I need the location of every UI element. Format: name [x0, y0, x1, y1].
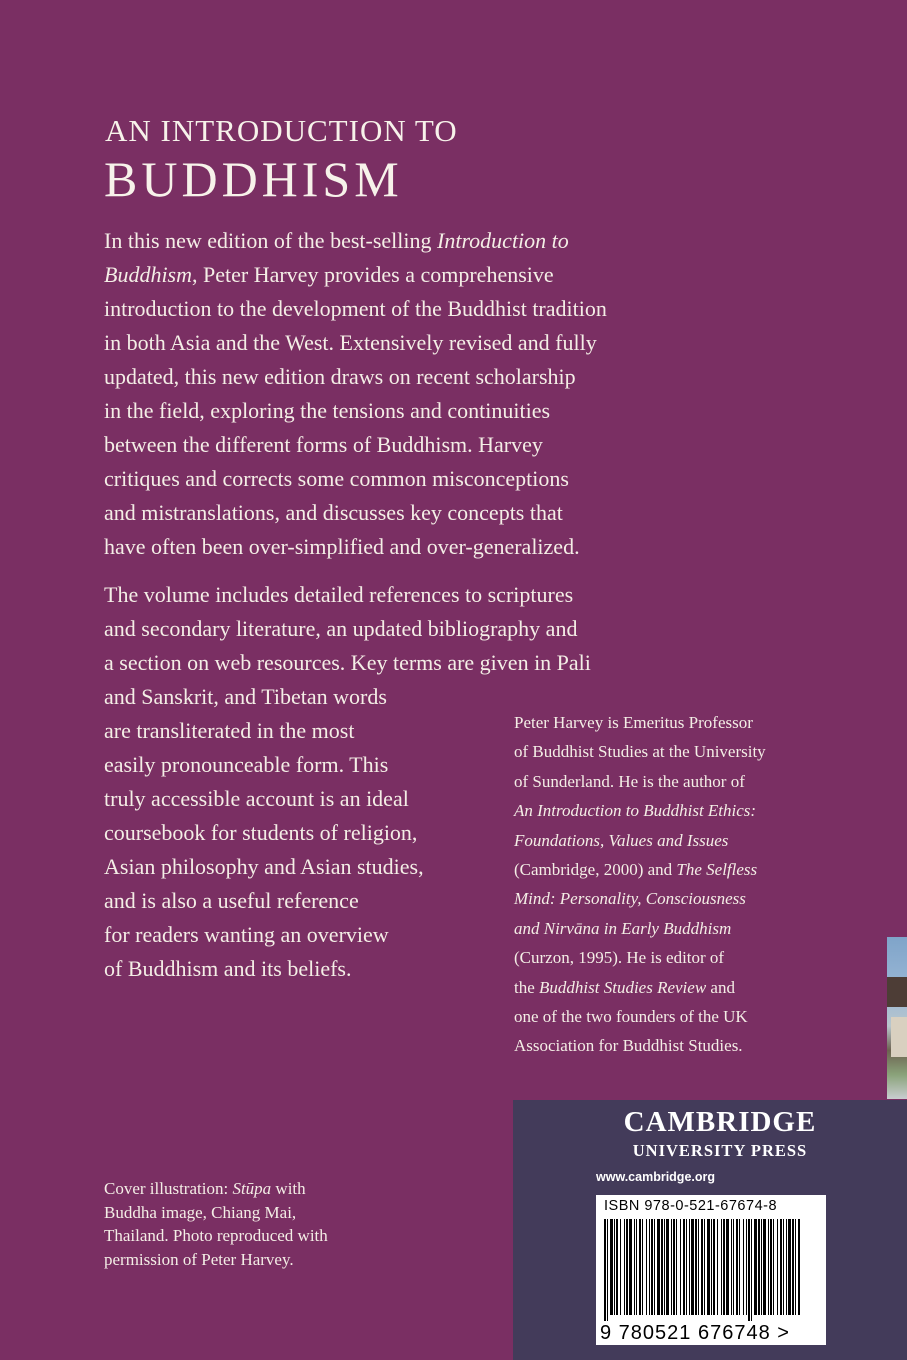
text-segment: and	[706, 977, 735, 997]
barcode-digits: 9 780521 676748 >	[600, 1322, 790, 1344]
barcode-bar	[713, 1219, 715, 1315]
barcode-bar	[763, 1219, 766, 1315]
barcode-bar	[798, 1219, 800, 1315]
barcode-bar	[680, 1219, 681, 1315]
barcode-bar	[691, 1219, 694, 1315]
barcode-bar	[634, 1219, 635, 1315]
barcode-bar	[661, 1219, 663, 1315]
text-line: are transliterated in the most	[104, 718, 355, 743]
barcode-bar	[657, 1219, 660, 1315]
text-segment: in the field, exploring the tensions and continuities	[104, 398, 551, 423]
text-segment: with	[271, 1179, 306, 1198]
barcode-bar	[726, 1219, 729, 1315]
publisher-subtitle: UNIVERSITY PRESS	[632, 1141, 808, 1160]
text-line	[514, 943, 854, 972]
barcode-bar	[754, 1219, 757, 1315]
italic-title: Mind: Personality, Consciousness	[514, 889, 746, 909]
barcode-bar	[673, 1219, 675, 1315]
text-line	[104, 292, 744, 326]
text-line: easily pronounceable form. This	[104, 752, 389, 777]
italic-title: Stūpa	[232, 1179, 272, 1198]
barcode-bar	[743, 1219, 744, 1315]
barcode-bar	[629, 1219, 632, 1315]
text-line	[514, 737, 854, 766]
text-line: for readers wanting an overview	[104, 922, 389, 947]
barcode-bar	[607, 1219, 608, 1321]
italic-title: An Introduction to Buddhist Ethics:	[514, 801, 757, 821]
blurb-paragraph-1	[104, 224, 744, 564]
barcode-icon	[602, 1219, 804, 1321]
title-line-2: BUDDHISM	[104, 151, 403, 207]
barcode-bar	[788, 1219, 791, 1315]
cover-photo-edge	[887, 937, 907, 1099]
barcode-bar	[654, 1219, 655, 1315]
barcode-bar	[786, 1219, 787, 1315]
barcode-bar	[704, 1219, 705, 1315]
text-line	[514, 826, 854, 855]
text-line: The volume includes detailed references to scriptures	[104, 582, 574, 607]
text-line	[104, 326, 744, 360]
publisher-name: CAMBRIDGE	[623, 1106, 817, 1138]
text-line	[104, 1177, 424, 1201]
text-segment: Thailand. Photo reproduced with	[104, 1226, 328, 1245]
barcode-bar	[616, 1219, 618, 1315]
barcode-bar	[649, 1219, 650, 1315]
text-segment: Buddha image, Chiang Mai,	[104, 1202, 297, 1222]
italic-title: Buddhism	[104, 262, 192, 287]
barcode-bar	[739, 1219, 740, 1315]
text-segment: (Curzon, 1995). He is editor of	[514, 948, 725, 968]
italic-title: Introduction to	[437, 228, 569, 253]
barcode-bar	[626, 1219, 628, 1315]
text-line	[104, 428, 744, 462]
barcode-bar	[636, 1219, 637, 1315]
text-segment: Peter Harvey is Emeritus Professor	[514, 713, 753, 732]
text-line	[104, 258, 744, 292]
text-line: and is also a useful reference	[104, 888, 359, 913]
barcode-bar	[731, 1219, 732, 1315]
barcode-bar	[683, 1219, 685, 1315]
barcode-bar	[761, 1219, 762, 1315]
text-segment: in both Asia and the West. Extensively revised and fully	[104, 330, 597, 355]
text-line	[104, 394, 744, 428]
text-segment: (Cambridge, 2000) and	[514, 860, 677, 880]
text-line	[514, 708, 854, 737]
barcode-bar	[746, 1219, 747, 1315]
barcode-bar	[768, 1219, 769, 1315]
barcode-bar	[723, 1219, 725, 1315]
barcode-bar	[758, 1219, 760, 1315]
barcode-box	[596, 1195, 826, 1345]
text-line: and Sanskrit, and Tibetan words	[104, 684, 387, 709]
isbn-label: ISBN 978-0-521-67674-8	[604, 1198, 778, 1214]
text-line	[514, 914, 854, 943]
text-segment: critiques and corrects some common misconceptions	[104, 466, 569, 491]
text-line	[514, 973, 854, 1002]
barcode-bar	[717, 1219, 718, 1315]
barcode-bar	[707, 1219, 710, 1315]
italic-title: The Selfless	[676, 860, 758, 880]
text-line	[104, 530, 744, 564]
barcode-bar	[792, 1219, 794, 1315]
text-segment: the	[514, 977, 540, 997]
text-segment: In this new edition of the best-selling	[104, 228, 437, 253]
barcode-bar	[689, 1219, 690, 1315]
barcode-bar	[773, 1219, 774, 1315]
text-line: Asian philosophy and Asian studies,	[104, 854, 424, 879]
barcode-bar	[614, 1219, 615, 1315]
publisher-panel	[513, 1100, 907, 1360]
barcode-bar	[748, 1219, 750, 1321]
text-line: coursebook for students of religion,	[104, 820, 418, 845]
italic-title: Foundations, Values and Issues	[514, 830, 729, 850]
text-line: a section on web resources. Key terms are given in Pali	[104, 650, 591, 675]
author-bio	[514, 708, 854, 1061]
text-segment: of Sunderland. He is the author of	[514, 771, 745, 791]
italic-title: and Nirvāna in Early Buddhism	[514, 918, 732, 938]
barcode-bar	[664, 1219, 665, 1315]
text-line	[104, 496, 744, 530]
text-segment: introduction to the development of the Buddhist tradition	[104, 296, 607, 321]
text-line	[104, 462, 744, 496]
text-segment: , Peter Harvey provides a comprehensive	[192, 262, 554, 287]
barcode-bar	[604, 1219, 606, 1321]
barcode-bar	[783, 1219, 784, 1315]
text-line: truly accessible account is an ideal	[104, 786, 409, 811]
text-line	[104, 224, 744, 258]
barcode-bar	[610, 1219, 613, 1315]
barcode-bar	[711, 1219, 712, 1315]
barcode-bar	[695, 1219, 697, 1315]
barcode-bar	[624, 1219, 625, 1315]
barcode-bar	[751, 1219, 752, 1321]
barcode-bar	[676, 1219, 677, 1315]
text-line	[514, 884, 854, 913]
barcode-bar	[736, 1219, 738, 1315]
barcode-bar	[701, 1219, 703, 1315]
barcode-bar	[646, 1219, 647, 1315]
text-segment: permission of Peter Harvey.	[104, 1249, 294, 1269]
text-line	[514, 855, 854, 884]
text-line	[104, 1248, 424, 1272]
barcode-bar	[777, 1219, 778, 1315]
barcode-bar	[686, 1219, 687, 1315]
text-line: of Buddhism and its beliefs.	[104, 956, 352, 981]
text-line	[104, 1224, 424, 1248]
text-line	[514, 796, 854, 825]
publisher-url: www.cambridge.org	[596, 1170, 716, 1184]
text-line	[514, 1031, 854, 1060]
text-segment: between the different forms of Buddhism. Harvey	[104, 432, 543, 457]
barcode-bar	[721, 1219, 722, 1315]
barcode-bar	[642, 1219, 643, 1315]
barcode-bar	[620, 1219, 621, 1315]
barcode-bar	[698, 1219, 699, 1315]
barcode-bar	[733, 1219, 734, 1315]
italic-title: Buddhist Studies Review	[539, 977, 707, 997]
text-line: and secondary literature, an updated bibliography and	[104, 616, 578, 641]
text-segment: and mistranslations, and discusses key concepts that	[104, 500, 563, 525]
text-segment: have often been over-simplified and over-generalized.	[104, 534, 580, 559]
text-segment: one of the two founders of the UK	[514, 1007, 748, 1027]
barcode-bar	[666, 1219, 669, 1315]
text-segment: Association for Buddhist Studies.	[514, 1036, 743, 1056]
barcode-bar	[795, 1219, 796, 1315]
cover-illustration-credit	[104, 1177, 424, 1271]
text-line	[514, 767, 854, 796]
title-line-1: AN INTRODUCTION TO	[105, 113, 458, 148]
barcode-bar	[671, 1219, 672, 1315]
barcode-bar	[651, 1219, 653, 1315]
text-segment: updated, this new edition draws on recent scholarship	[104, 364, 576, 389]
barcode-bar	[780, 1219, 782, 1315]
text-line	[104, 1201, 424, 1225]
barcode-bar	[639, 1219, 641, 1315]
text-line	[104, 360, 744, 394]
text-segment: of Buddhist Studies at the University	[514, 742, 766, 762]
barcode-bar	[770, 1219, 772, 1315]
text-line	[514, 1002, 854, 1031]
text-segment: Cover illustration:	[104, 1179, 233, 1198]
